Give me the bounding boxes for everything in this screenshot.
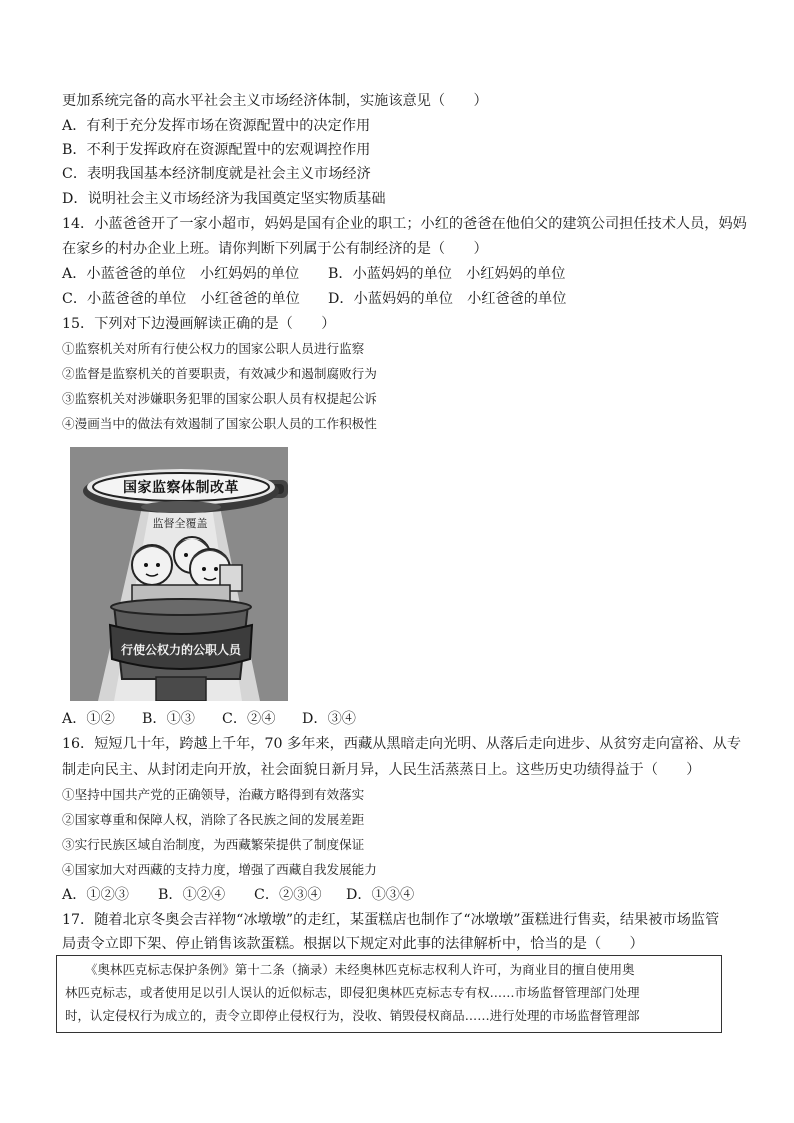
- q17-stem-line1: 17．随着北京冬奥会吉祥物“冰墩墩”的走红，某蛋糕店也制作了“冰墩墩”蛋糕进行售卖，结果被市场监管: [62, 912, 720, 928]
- q13-option-a: A．有利于充分发挥市场在资源配置中的决定作用: [62, 118, 371, 134]
- q14-stem-line2: 在家乡的村办企业上班。请你判断下列属于公有制经济的是（ ）: [62, 241, 488, 257]
- q16-statement-4: ④国家加大对西藏的支持力度，增强了西藏自我发展能力: [62, 862, 377, 877]
- q16-option-b: B．①②④: [158, 887, 226, 903]
- q15-stem: 15．下列对下边漫画解读正确的是（ ）: [62, 316, 336, 332]
- q17-stem-line2: 局责令立即下架、停止销售该款蛋糕。根据以下规定对此事的法律解析中，恰当的是（ ）: [62, 936, 644, 952]
- q13-option-c: C．表明我国基本经济制度就是社会主义市场经济: [62, 166, 371, 182]
- legal-excerpt-line1: 《奥林匹克标志保护条例》第十二条（摘录）未经奥林匹克标志权利人许可，为商业目的擅自使用奥: [85, 962, 635, 977]
- cartoon-light-text: 监督全覆盖: [152, 517, 208, 530]
- q16-statement-2: ②国家尊重和保障人权，消除了各民族之间的发展差距: [62, 812, 365, 827]
- legal-excerpt-box: [56, 955, 722, 1033]
- q14-option-c: C．小蓝爸爸的单位 小红爸爸的单位: [62, 291, 300, 307]
- q16-option-a: A．①②③: [62, 887, 129, 903]
- q15-option-a: A．①②: [62, 711, 115, 727]
- supervision-cartoon: [70, 447, 288, 701]
- cartoon-banner-text: 国家监察体制改革: [123, 480, 239, 496]
- q14-option-b: B．小蓝妈妈的单位 小红妈妈的单位: [328, 266, 566, 282]
- q15-option-b: B．①③: [142, 711, 195, 727]
- q14-stem-line1: 14．小蓝爸爸开了一家小超市，妈妈是国有企业的职工；小红的爸爸在他伯父的建筑公司担任技术人员，妈妈: [62, 216, 747, 232]
- legal-excerpt-line2: 林匹克标志，或者使用足以引人误认的近似标志，即侵犯奥林匹克标志专有权……市场监督管理部门处理: [65, 985, 640, 1000]
- q13-option-d: D．说明社会主义市场经济为我国奠定坚实物质基础: [62, 191, 386, 207]
- q16-stem-line1: 16．短短几十年，跨越上千年，70 多年来，西藏从黑暗走向光明、从落后走向进步、从贫穷走向富裕、从专: [62, 736, 742, 752]
- q15-statement-2: ②监督是监察机关的首要职责，有效减少和遏制腐败行为: [62, 366, 377, 381]
- q15-statement-3: ③监察机关对涉嫌职务犯罪的国家公职人员有权提起公诉: [62, 391, 377, 406]
- q15-statement-4: ④漫画当中的做法有效遏制了国家公职人员的工作积极性: [62, 416, 377, 431]
- q16-option-d: D．①③④: [346, 887, 415, 903]
- q14-option-d: D．小蓝妈妈的单位 小红爸爸的单位: [328, 291, 567, 307]
- q16-stem-line2: 制走向民主、从封闭走向开放，社会面貌日新月异，人民生活蒸蒸日上。这些历史功绩得益于（ ）: [62, 762, 701, 778]
- q14-option-a: A．小蓝爸爸的单位 小红妈妈的单位: [62, 266, 300, 282]
- q16-option-c: C．②③④: [254, 887, 322, 903]
- q13-option-b: B．不利于发挥政府在资源配置中的宏观调控作用: [62, 142, 371, 158]
- q16-statement-3: ③实行民族区域自治制度，为西藏繁荣提供了制度保证: [62, 837, 365, 852]
- q15-statement-1: ①监察机关对所有行使公权力的国家公职人员进行监察: [62, 341, 365, 356]
- q13-stem: 更加系统完备的高水平社会主义市场经济体制，实施该意见（ ）: [62, 93, 488, 109]
- legal-excerpt-line3: 时，认定侵权行为成立的，责令立即停止侵权行为，没收、销毁侵权商品……进行处理的市场监督管理部: [65, 1008, 640, 1023]
- q16-statement-1: ①坚持中国共产党的正确领导，治藏方略得到有效落实: [62, 787, 365, 802]
- cartoon-base-text: 行使公权力的公职人员: [120, 643, 241, 657]
- q15-option-d: D．③④: [302, 711, 356, 727]
- q15-option-c: C．②④: [222, 711, 276, 727]
